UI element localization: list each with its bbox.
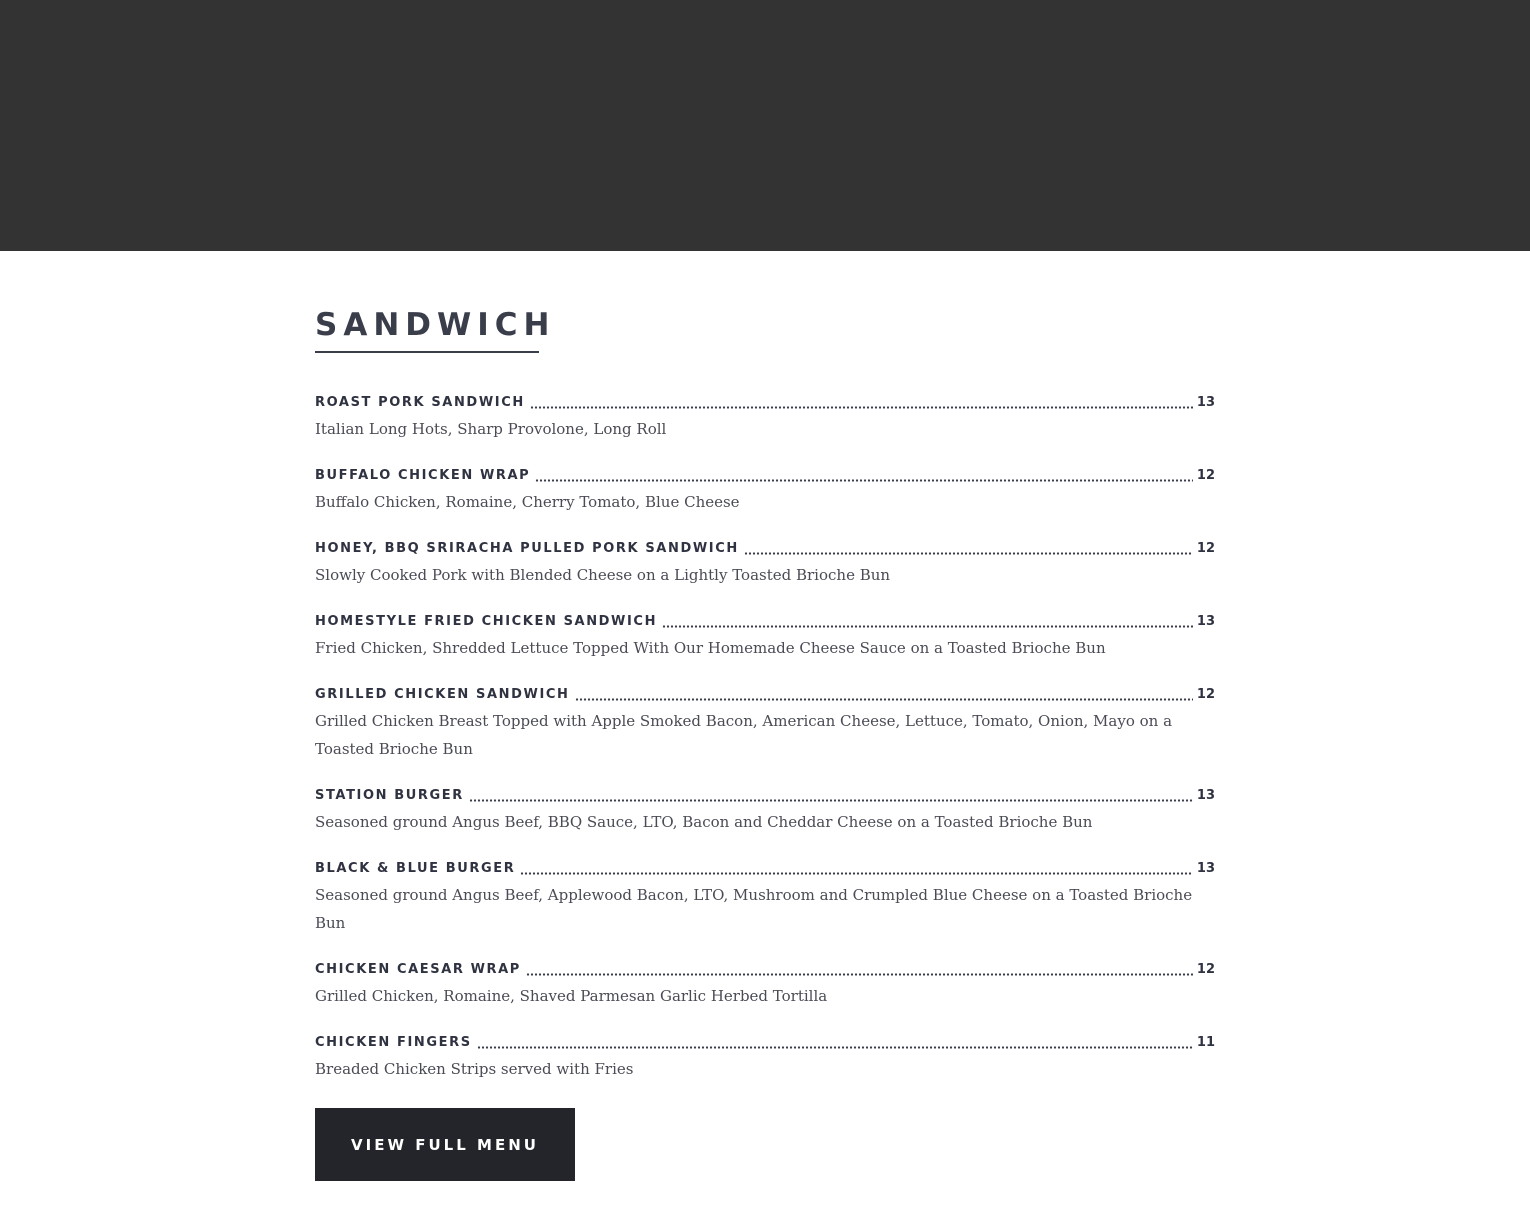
menu-item-description: Seasoned ground Angus Beef, BBQ Sauce, LTO, Bacon and Cheddar Cheese on a Toasted Brioche Bun [315,813,1093,831]
menu-item-header [315,857,1215,881]
menu-item-description: Italian Long Hots, Sharp Provolone, Long Roll [315,420,667,438]
menu-item-description: Buffalo Chicken, Romaine, Cherry Tomato, Blue Cheese [315,493,740,511]
menu-item-price: 12 [1196,687,1215,702]
dotted-leader [535,479,1193,482]
section-title: SANDWICH [315,307,556,343]
menu-item-description: Grilled Chicken Breast Topped with Apple Smoked Bacon, American Cheese, Lettuce, Tomato, Onion, Mayo on a Toasted Brioche Bun [315,712,1173,758]
menu-item-header [315,464,1215,488]
menu-item [315,683,1215,763]
menu-item-name: HONEY, BBQ SRIRACHA PULLED PORK SANDWICH [315,541,739,556]
menu-item-price: 11 [1196,1035,1215,1050]
dotted-leader [575,698,1193,701]
menu-item [315,391,1215,443]
menu-item-description: Slowly Cooked Pork with Blended Cheese on a Lightly Toasted Brioche Bun [315,566,891,584]
menu-item [315,784,1215,836]
menu-item-header [315,958,1215,982]
dotted-leader [469,799,1193,802]
menu-item-description: Breaded Chicken Strips served with Fries [315,1060,634,1078]
menu-item-price: 13 [1196,861,1215,876]
menu-item-header [315,610,1215,634]
menu-item [315,857,1215,937]
menu-item [315,958,1215,1010]
menu-item-price: 12 [1196,541,1215,556]
menu-item-name: ROAST PORK SANDWICH [315,395,525,410]
dotted-leader [526,973,1193,976]
menu-item-header [315,784,1215,808]
menu-item-description: Grilled Chicken, Romaine, Shaved Parmesan Garlic Herbed Tortilla [315,987,828,1005]
menu-item-header [315,683,1215,707]
menu-item-name: CHICKEN FINGERS [315,1035,472,1050]
menu-item-name: CHICKEN CAESAR WRAP [315,962,521,977]
menu-item [315,1031,1215,1083]
menu-item-header [315,537,1215,561]
menu-item-name: HOMESTYLE FRIED CHICKEN SANDWICH [315,614,658,629]
menu-item-name: BUFFALO CHICKEN WRAP [315,468,531,483]
dotted-leader [520,872,1193,875]
menu-item [315,464,1215,516]
menu-item-description: Fried Chicken, Shredded Lettuce Topped With Our Homemade Cheese Sauce on a Toasted Brioche Bun [315,639,1106,657]
hero-banner [0,0,1530,251]
dotted-leader [477,1046,1193,1049]
menu-item-header [315,1031,1215,1055]
menu-item-name: GRILLED CHICKEN SANDWICH [315,687,570,702]
menu-item-description: Seasoned ground Angus Beef, Applewood Bacon, LTO, Mushroom and Crumpled Blue Cheese on a Toasted Brioche Bun [315,886,1193,932]
menu-item-price: 12 [1196,468,1215,483]
menu-items-list [315,391,1215,1104]
title-underline [315,351,539,353]
menu-item-name: STATION BURGER [315,788,464,803]
menu-item [315,610,1215,662]
menu-item-price: 13 [1196,395,1215,410]
menu-item-price: 13 [1196,614,1215,629]
view-full-menu-button[interactable]: VIEW FULL MENU [315,1108,575,1181]
dotted-leader [662,625,1193,628]
dotted-leader [744,552,1193,555]
menu-item-header [315,391,1215,415]
menu-item [315,537,1215,589]
menu-item-price: 12 [1196,962,1215,977]
menu-item-price: 13 [1196,788,1215,803]
menu-item-name: BLACK & BLUE BURGER [315,861,516,876]
dotted-leader [530,406,1193,409]
